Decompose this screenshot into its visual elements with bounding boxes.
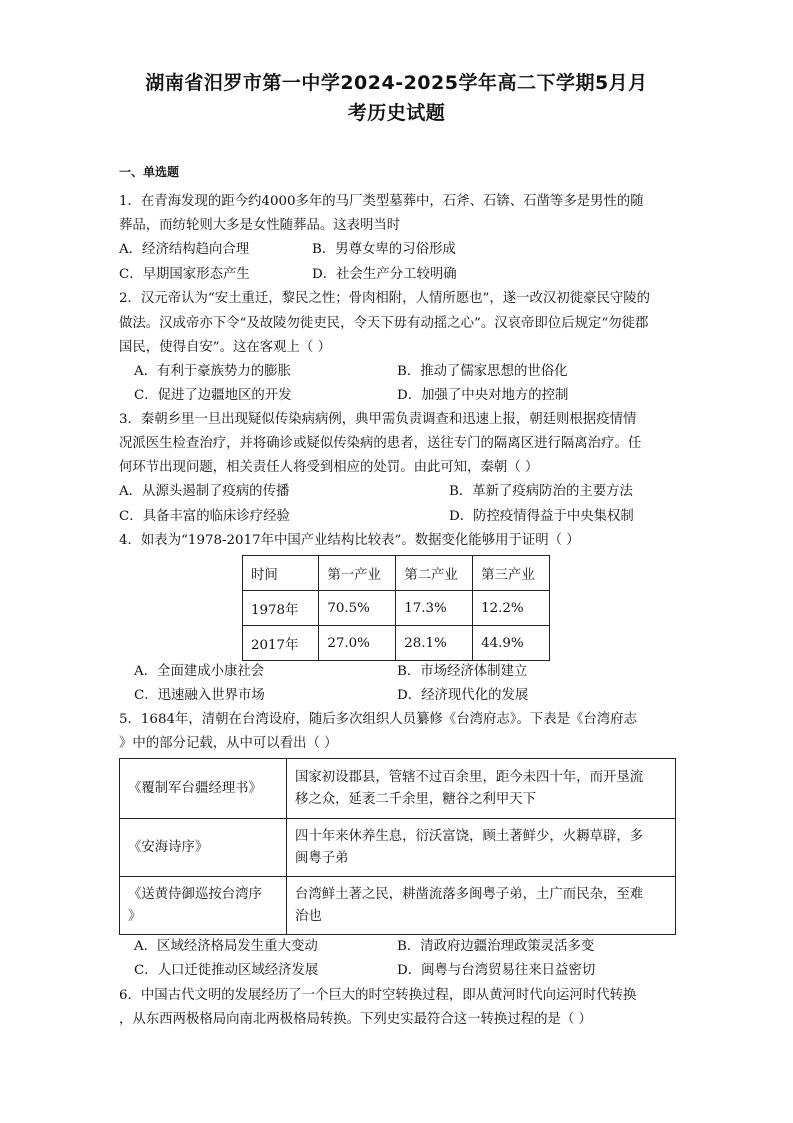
q3-option-b: B．革新了疫病防治的主要方法 bbox=[449, 484, 633, 499]
table-cell: 1978年 bbox=[243, 591, 319, 626]
exam-title-line-1: 湖南省汨罗市第一中学2024-2025学年高二下学期5月月 bbox=[145, 72, 648, 94]
q1-stem-line: 1．在青海发现的距今约4000多年的马厂类型墓葬中，石斧、石锛、石凿等多是男性的随 bbox=[119, 194, 644, 209]
q1-stem-line: 葬品，而纺轮则大多是女性随葬品。这表明当时 bbox=[119, 218, 401, 233]
q4-option-d: D．经济现代化的发展 bbox=[397, 688, 529, 703]
record-text-line: 四十年来休养生息，衍沃富饶，顾土著鲜少，火耨草辟，多 bbox=[295, 828, 644, 844]
table-header-cell: 第一产业 bbox=[319, 556, 396, 591]
record-text-line: 台湾鲜土著之民，耕凿流落多闽粤子弟，土广而民杂，至难 bbox=[295, 886, 644, 902]
source-title: 《送黄侍御巡按台湾序 bbox=[128, 886, 262, 902]
table-cell: 17.3% bbox=[396, 591, 473, 626]
table-row bbox=[120, 759, 676, 819]
industry-structure-table bbox=[242, 555, 550, 661]
record-text-line: 闽粤子弟 bbox=[295, 850, 349, 866]
q3-stem-line: 况派医生检查治疗，并将确诊或疑似传染病的患者，送往专门的隔离区进行隔离治疗。任 bbox=[119, 436, 642, 451]
q1-option-b: B．男尊女卑的习俗形成 bbox=[312, 242, 456, 257]
q2-option-b: B．推动了儒家思想的世俗化 bbox=[397, 364, 568, 379]
table-cell: 28.1% bbox=[396, 626, 473, 661]
q1-option-d: D．社会生产分工较明确 bbox=[312, 267, 457, 282]
table-header-row bbox=[243, 556, 550, 591]
q5-option-b: B．清政府边疆治理政策灵活多变 bbox=[397, 939, 595, 954]
q2-stem-line: 国民，使得自安”。这在客观上（ ） bbox=[119, 340, 331, 355]
table-cell-text bbox=[287, 877, 676, 935]
table-header-cell: 第三产业 bbox=[473, 556, 550, 591]
record-text-line: 移之众，延袤二千余里，糖谷之利甲天下 bbox=[295, 791, 537, 807]
q2-stem-line: 2．汉元帝认为“安土重迁，黎民之性；骨肉相附，人情所愿也”，遂一改汉初徙豪民守陵的 bbox=[119, 291, 651, 306]
q1-option-c: C．早期国家形态产生 bbox=[119, 267, 250, 282]
q2-option-a: A．有利于豪族势力的膨胀 bbox=[134, 364, 291, 379]
q6-stem-line: ，从东西两极格局向南北两极格局转换。下列史实最符合这一转换过程的是（ ） bbox=[119, 1012, 592, 1027]
table-cell-text bbox=[287, 759, 676, 819]
table-cell: 12.2% bbox=[473, 591, 550, 626]
table-row bbox=[243, 626, 550, 661]
q4-option-a: A．全面建成小康社会 bbox=[134, 664, 265, 679]
table-cell-text bbox=[287, 819, 676, 877]
table-cell: 70.5% bbox=[319, 591, 396, 626]
source-title: 《安海诗序》 bbox=[128, 839, 209, 855]
q3-option-a: A．从源头遏制了疫病的传播 bbox=[119, 484, 290, 499]
table-cell: 27.0% bbox=[319, 626, 396, 661]
table-row bbox=[120, 877, 676, 935]
table-cell-source bbox=[120, 759, 287, 819]
table-header-cell: 第二产业 bbox=[396, 556, 473, 591]
section-heading: 一、单选题 bbox=[119, 165, 180, 179]
table-cell: 2017年 bbox=[243, 626, 319, 661]
q2-option-c: C．促进了边疆地区的开发 bbox=[134, 388, 292, 403]
table-row bbox=[120, 819, 676, 877]
q3-option-c: C．具备丰富的临床诊疗经验 bbox=[119, 509, 290, 524]
q3-stem-line: 何环节出现问题，相关责任人将受到相应的处罚。由此可知，秦朝（ ） bbox=[119, 460, 539, 475]
table-cell-source bbox=[120, 819, 287, 877]
taiwan-records-table bbox=[119, 758, 676, 935]
q3-stem-line: 3．秦朝乡里一旦出现疑似传染病病例，典甲需负责调查和迅速上报，朝廷则根据疫情情 bbox=[119, 412, 637, 427]
q5-option-a: A．区域经济格局发生重大变动 bbox=[134, 939, 318, 954]
q4-option-c: C．迅速融入世界市场 bbox=[134, 688, 265, 703]
table-row bbox=[243, 591, 550, 626]
q2-stem-line: 做法。汉成帝亦下令“及故陵勿徙吏民，令天下毋有动摇之心”。汉哀帝即位后规定“勿徙郡 bbox=[119, 316, 649, 331]
q1-option-a: A．经济结构趋向合理 bbox=[119, 242, 250, 257]
table-cell: 44.9% bbox=[473, 626, 550, 661]
q5-option-c: C．人口迁徙推动区域经济发展 bbox=[134, 963, 319, 978]
record-text-line: 治也 bbox=[295, 908, 322, 924]
q5-stem-line: 》中的部分记载，从中可以看出（ ） bbox=[119, 736, 338, 751]
q4-stem-line: 4．如表为“1978-2017年中国产业结构比较表”。数据变化能够用于证明（ ） bbox=[119, 533, 580, 548]
q2-option-d: D．加强了中央对地方的控制 bbox=[397, 388, 569, 403]
q5-stem-line: 5．1684年，清朝在台湾设府，随后多次组织人员纂修《台湾府志》。下表是《台湾府志 bbox=[119, 712, 637, 727]
q3-option-d: D．防控疫情得益于中央集权制 bbox=[449, 509, 634, 524]
table-cell-source bbox=[120, 877, 287, 935]
exam-title-line-2: 考历史试题 bbox=[347, 102, 446, 124]
q4-option-b: B．市场经济体制建立 bbox=[397, 664, 528, 679]
table-header-cell: 时间 bbox=[243, 556, 319, 591]
source-title: 》 bbox=[128, 908, 142, 924]
q6-stem-line: 6．中国古代文明的发展经历了一个巨大的时空转换过程，即从黄河时代向运河时代转换 bbox=[119, 988, 637, 1003]
source-title: 《覆制军台疆经理书》 bbox=[128, 780, 262, 796]
q5-option-d: D．闽粤与台湾贸易往来日益密切 bbox=[397, 963, 596, 978]
record-text-line: 国家初设郡县，管辖不过百余里，距今未四十年，而开垦流 bbox=[295, 769, 644, 785]
